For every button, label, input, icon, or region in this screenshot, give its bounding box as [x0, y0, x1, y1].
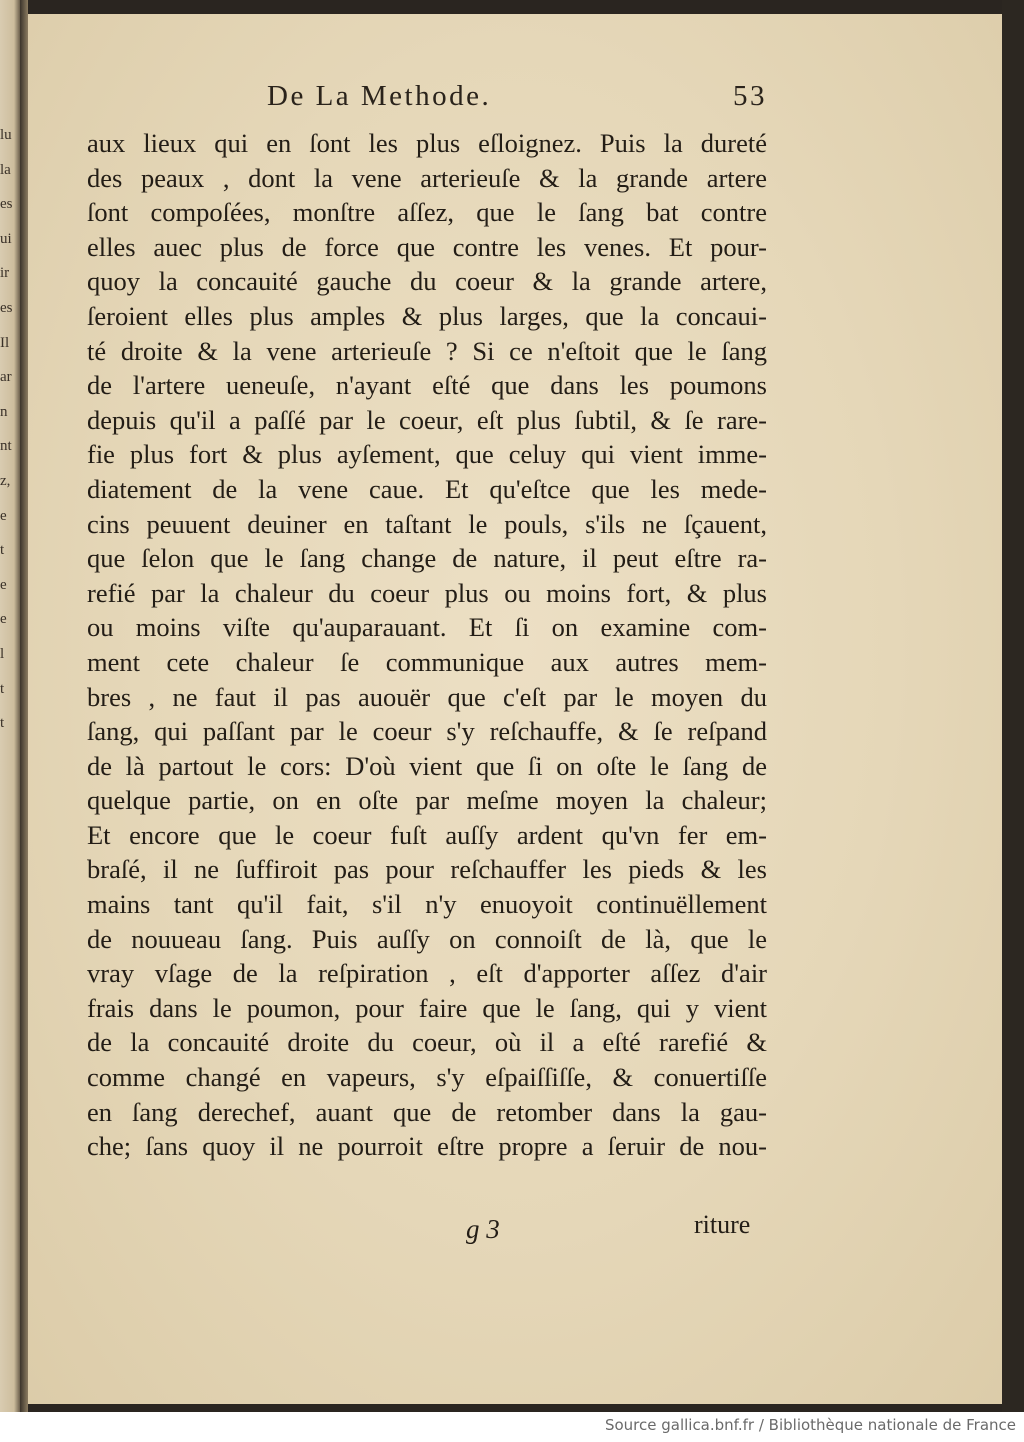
facing-page-fragment: z,: [0, 472, 11, 489]
facing-page-edge: [0, 0, 20, 1412]
running-title: De La Methode.: [267, 80, 492, 112]
text-line: mains tant qu'il fait, s'il n'y enuoyoit continuëllement: [87, 889, 767, 920]
facing-page-fragment: ar: [0, 369, 12, 386]
page-body-text: [87, 126, 767, 1164]
text-line: braſé, il ne ſuffiroit pas pour reſchauffer les pieds & les: [87, 854, 767, 885]
running-header: [267, 80, 787, 120]
facing-page-fragment: nt: [0, 438, 12, 455]
facing-page-fragment: l: [0, 645, 5, 662]
text-line: refié par la chaleur du coeur plus ou moins fort, & plus: [87, 577, 767, 608]
facing-page-fragment: e: [0, 507, 7, 524]
source-credit: Source gallica.bnf.fr / Bibliothèque nationale de France: [604, 1416, 1016, 1434]
text-line: aux lieux qui en ſont les plus eſloignez. Puis la dureté: [87, 128, 767, 158]
text-line: ment cete chaleur ſe communique aux autres mem-: [87, 646, 767, 677]
facing-page-fragment: t: [0, 680, 5, 697]
facing-page-fragment: Il: [0, 334, 10, 351]
text-line: de là partout le cors: D'où vient que ſi on oſte le ſang de: [87, 750, 767, 781]
facing-page-fragment: t: [0, 542, 5, 559]
facing-page-fragment: es: [0, 196, 13, 213]
text-line: ſang, qui paſſant par le coeur s'y reſchauffe, & ſe reſpand: [87, 716, 767, 747]
text-line: depuis qu'il a paſſé par le coeur, eſt plus ſubtil, & ſe rare-: [87, 404, 767, 435]
catchword: riture: [694, 1210, 751, 1239]
facing-page-fragment: la: [0, 161, 11, 178]
text-line: des peaux , dont la vene arterieuſe & la grande artere: [87, 162, 767, 193]
text-line: bres , ne faut il pas auouër que c'eſt par le moyen du: [87, 681, 767, 712]
text-line: de nouueau ſang. Puis auſſy on connoiſt de là, que le: [87, 923, 767, 954]
text-line: Et encore que le coeur fuſt auſſy ardent qu'vn fer em-: [87, 819, 767, 850]
facing-page-fragment: n: [0, 403, 8, 420]
text-line: cins peuuent deuiner en taſtant le pouls, s'ils ne ſçauent,: [87, 508, 767, 539]
text-line: quoy la concauité gauche du coeur & la grande artere,: [87, 266, 767, 297]
text-line: ſeroient elles plus amples & plus larges, que la concaui-: [87, 300, 767, 331]
text-line: che; ſans quoy il ne pourroit eſtre propre a ſeruir de nou-: [87, 1131, 767, 1162]
facing-page-fragment: t: [0, 715, 5, 732]
text-line: vray vſage de la reſpiration , eſt d'apporter aſſez d'air: [87, 958, 767, 989]
text-line: ou moins viſte qu'auparauant. Et ſi on examine com-: [87, 612, 767, 643]
text-line: de l'artere ueneuſe, n'ayant eſté que dans les poumons: [87, 370, 767, 401]
facing-page-fragment: lu: [0, 127, 12, 143]
text-line: que ſelon que le ſang change de nature, il peut eſtre ra-: [87, 543, 767, 574]
text-line: elles auec plus de force que contre les venes. Et pour-: [87, 231, 767, 262]
facing-page-fragment: e: [0, 611, 7, 628]
signature-mark: g 3: [466, 1214, 500, 1244]
text-line: té droite & la vene arterieuſe ? Si ce n'eſtoit que le ſang: [87, 335, 767, 366]
text-line: quelque partie, on en oſte par meſme moyen la chaleur;: [87, 785, 767, 816]
text-line: comme changé en vapeurs, s'y eſpaiſſiſſe, & conuertiſſe: [87, 1062, 767, 1093]
source-credit-bar: [0, 1412, 1024, 1442]
scan-background-edge: [1002, 0, 1024, 1412]
text-line: en ſang derechef, auant que de retomber dans la gau-: [87, 1096, 767, 1127]
text-line: fie plus fort & plus ayſement, que celuy qui vient imme-: [87, 439, 767, 470]
binding-gutter: [20, 0, 28, 1412]
page-number: 53: [733, 80, 767, 112]
text-line: diatement de la vene caue. Et qu'eſtce que les mede-: [87, 473, 767, 504]
facing-page-text-fragments: [0, 118, 18, 741]
facing-page-fragment: ui: [0, 230, 12, 247]
text-line: ſont compoſées, monſtre aſſez, que le ſang bat contre: [87, 197, 767, 228]
text-line: frais dans le poumon, pour faire que le ſang, qui y vient: [87, 992, 767, 1023]
facing-page-fragment: e: [0, 576, 7, 593]
facing-page-fragment: ir: [0, 265, 10, 282]
facing-page-fragment: es: [0, 299, 13, 316]
text-line: de la concauité droite du coeur, où il a eſté rarefié &: [87, 1027, 767, 1058]
